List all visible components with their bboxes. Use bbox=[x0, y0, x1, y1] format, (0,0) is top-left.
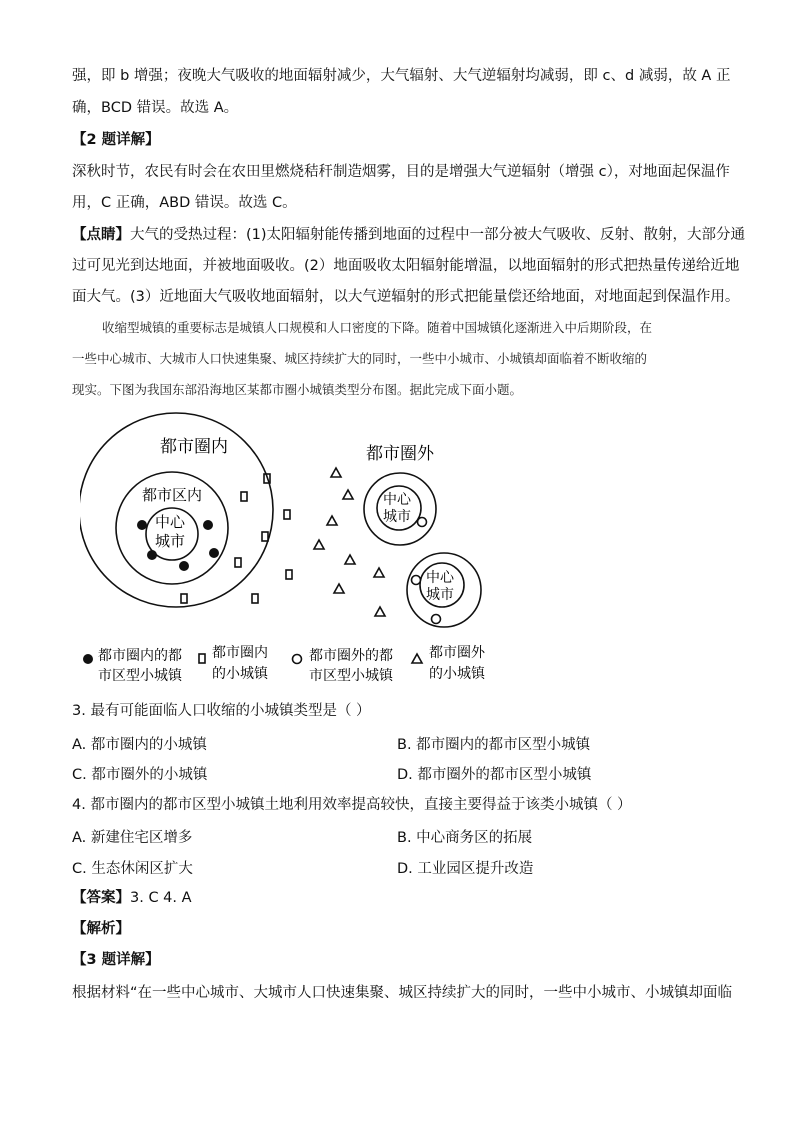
inner-town-square bbox=[286, 570, 292, 579]
tip-heading: 【点睛】 bbox=[72, 227, 130, 243]
q4-option-b[interactable]: B. 中心商务区的拓展 bbox=[397, 830, 533, 846]
text-line: 过可见光到达地面，并被地面吸收。(2）地面吸收太阳辐射能增温，以地面辐射的形式把热量传递给近地 bbox=[72, 258, 740, 274]
q3-option-c[interactable]: C. 都市圈外的小城镇 bbox=[72, 767, 208, 783]
q3-detail-heading: 【3 题详解】 bbox=[72, 952, 160, 968]
legend3-line2: 市区型小城镇 bbox=[309, 668, 393, 684]
material-line: 现实。下图为我国东部沿海地区某都市圈小城镇类型分布图。据此完成下面小题。 bbox=[72, 382, 523, 397]
legend-ring-icon bbox=[293, 655, 302, 664]
inner-town-square bbox=[241, 492, 247, 501]
legend-triangle-icon bbox=[412, 654, 422, 663]
inner-district-town-dot bbox=[209, 548, 219, 558]
outer-district-town-ring bbox=[412, 576, 421, 585]
question-4-stem: 4. 都市圈内的都市区型小城镇土地利用效率提高较快，直接主要得益于该类小城镇（ ） bbox=[72, 797, 632, 813]
outer-center1-line2: 城市 bbox=[383, 509, 411, 525]
legend2-line1: 都市圈内 bbox=[212, 645, 268, 661]
answer-text: 3. C 4. A bbox=[130, 890, 192, 906]
tip-text: 大气的受热过程：(1)太阳辐射能传播到地面的过程中一部分被大气吸收、反射、散射，大部分通 bbox=[130, 227, 746, 243]
outer-town-triangle bbox=[327, 516, 337, 525]
legend-dot-icon bbox=[83, 654, 93, 664]
outer-ring-label: 都市圈外 bbox=[366, 444, 434, 464]
q4-option-a[interactable]: A. 新建住宅区增多 bbox=[72, 830, 193, 846]
inner-town-square bbox=[284, 510, 290, 519]
inner-district-town-dot bbox=[203, 520, 213, 530]
outer-town-triangle bbox=[343, 490, 353, 499]
outer-center2-line1: 中心 bbox=[426, 570, 454, 586]
outer-district-town-ring bbox=[432, 615, 441, 624]
town-distribution-diagram bbox=[80, 408, 520, 688]
outer-district-town-ring bbox=[418, 518, 427, 527]
inner-ring-label: 都市圈内 bbox=[160, 437, 228, 457]
outer-town-triangle bbox=[374, 568, 384, 577]
outer-town-triangle bbox=[375, 607, 385, 616]
material-line: 收缩型城镇的重要标志是城镇人口规模和人口密度的下降。随着中国城镇化逐渐进入中后期阶段，在 bbox=[102, 320, 653, 335]
text-line: 用，C 正确，ABD 错误。故选 C。 bbox=[72, 195, 297, 211]
inner-town-square bbox=[262, 532, 268, 541]
q3-option-a[interactable]: A. 都市圈内的小城镇 bbox=[72, 737, 207, 753]
inner-town-square bbox=[181, 594, 187, 603]
answer-heading: 【答案】 bbox=[72, 890, 130, 906]
text-line: 面大气。(3）近地面大气吸收地面辐射，以大气逆辐射的形式把能量偿还给地面，对地面起到保温作用。 bbox=[72, 289, 740, 305]
inner-district-town-dot bbox=[137, 520, 147, 530]
legend4-line2: 的小城镇 bbox=[429, 666, 485, 682]
answer-line bbox=[72, 888, 192, 908]
question-3-stem: 3. 最有可能面临人口收缩的小城镇类型是（ ） bbox=[72, 703, 371, 719]
legend1-line2: 市区型小城镇 bbox=[98, 668, 182, 684]
inner-district-town-dot bbox=[147, 550, 157, 560]
inner-district-town-dot bbox=[179, 561, 189, 571]
inner-town-square bbox=[235, 558, 241, 567]
legend-square-icon bbox=[199, 654, 205, 663]
q3-option-d[interactable]: D. 都市圈外的都市区型小城镇 bbox=[397, 767, 592, 783]
legend4-line1: 都市圈外 bbox=[429, 645, 485, 661]
text-line: 深秋时节，农民有时会在农田里燃烧秸秆制造烟雾，目的是增强大气逆辐射（增强 c），对地面起保温作 bbox=[72, 164, 730, 180]
text-line: 根据材料“在一些中心城市、大城市人口快速集聚、城区持续扩大的同时，一些中小城市、小城镇却面临 bbox=[72, 985, 733, 1001]
q4-option-d[interactable]: D. 工业园区提升改造 bbox=[397, 861, 534, 877]
outer-center1-line1: 中心 bbox=[383, 492, 411, 508]
center-label-line2: 城市 bbox=[155, 532, 186, 550]
legend1-line1: 都市圈内的都 bbox=[98, 648, 182, 664]
q4-option-c[interactable]: C. 生态休闲区扩大 bbox=[72, 861, 193, 877]
q3-option-b[interactable]: B. 都市圈内的都市区型小城镇 bbox=[397, 737, 591, 753]
outer-town-triangle bbox=[331, 468, 341, 477]
legend3-line1: 都市圈外的都 bbox=[309, 648, 393, 664]
material-line: 一些中心城市、大城市人口快速集聚、城区持续扩大的同时，一些中小城市、小城镇却面临着不断收缩的 bbox=[72, 351, 648, 366]
outer-town-triangle bbox=[345, 555, 355, 564]
center-label-line1: 中心 bbox=[155, 513, 186, 531]
outer-center2-line2: 城市 bbox=[426, 587, 454, 603]
outer-town-triangle bbox=[334, 584, 344, 593]
district-label: 都市区内 bbox=[142, 486, 203, 504]
text-line: 强，即 b 增强；夜晚大气吸收的地面辐射减少，大气辐射、大气逆辐射均减弱，即 c、d 减弱，故 A 正 bbox=[72, 68, 731, 84]
section-heading: 【2 题详解】 bbox=[72, 132, 160, 148]
text-line: 确，BCD 错误。故选 A。 bbox=[72, 100, 239, 116]
inner-town-square bbox=[252, 594, 258, 603]
outer-town-triangle bbox=[314, 540, 324, 549]
legend2-line2: 的小城镇 bbox=[212, 666, 268, 682]
tip-line bbox=[72, 225, 745, 245]
analysis-heading: 【解析】 bbox=[72, 921, 130, 937]
